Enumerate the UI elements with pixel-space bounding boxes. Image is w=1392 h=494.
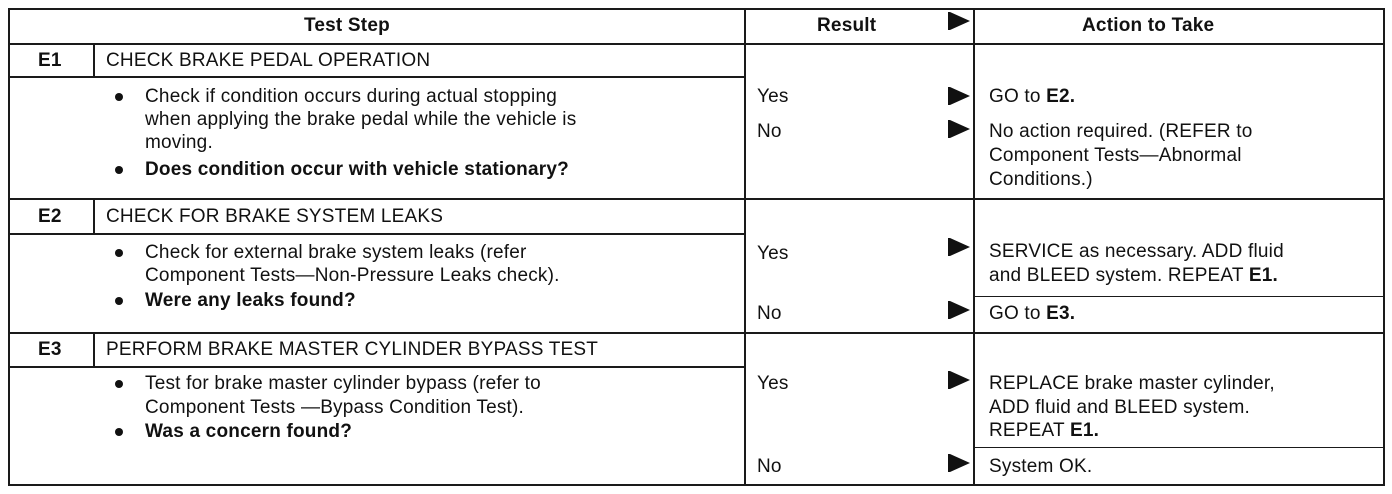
- step-separator: [8, 198, 1385, 200]
- result-arrow-icon: [950, 238, 970, 256]
- step-instruction-line: Check for external brake system leaks (refer: [145, 242, 527, 263]
- result-arrow-icon: [950, 301, 970, 319]
- frame-header-bottom: [8, 43, 1385, 45]
- action-row-line: [974, 447, 1384, 448]
- step-separator: [8, 332, 1385, 334]
- result-no: No: [757, 303, 782, 324]
- col-divider-result: [744, 8, 746, 486]
- bullet-icon: [115, 93, 123, 101]
- action-text: Component Tests—Abnormal: [989, 145, 1242, 166]
- header-action: Action to Take: [1082, 15, 1215, 36]
- step-title: CHECK BRAKE PEDAL OPERATION: [106, 50, 431, 71]
- frame-bottom: [8, 484, 1385, 486]
- step-instruction-line: Component Tests —Bypass Condition Test).: [145, 397, 525, 418]
- bullet-icon: [115, 249, 123, 257]
- title-row-line: [8, 76, 745, 78]
- step-id: E1: [38, 50, 62, 71]
- result-arrow-icon: [950, 371, 970, 389]
- result-arrow-icon: [950, 454, 970, 472]
- action-text: SERVICE as necessary. ADD fluid: [989, 241, 1284, 262]
- header-arrow-icon: [950, 12, 970, 30]
- frame-left: [8, 8, 10, 486]
- result-yes: Yes: [757, 86, 789, 107]
- result-arrow-icon: [950, 120, 970, 138]
- step-title: PERFORM BRAKE MASTER CYLINDER BYPASS TEST: [106, 339, 599, 360]
- step-title: CHECK FOR BRAKE SYSTEM LEAKS: [106, 206, 444, 227]
- action-text: REPLACE brake master cylinder,: [989, 373, 1275, 394]
- bullet-icon: [115, 166, 123, 174]
- bullet-icon: [115, 297, 123, 305]
- id-divider: [93, 199, 95, 234]
- action-text: GO to E2.: [989, 86, 1076, 107]
- title-row-line: [8, 366, 745, 368]
- action-text: System OK.: [989, 456, 1093, 477]
- step-instruction-line: Test for brake master cylinder bypass (refer to: [145, 373, 541, 394]
- action-text: No action required. (REFER to: [989, 121, 1253, 142]
- action-text: ADD fluid and BLEED system.: [989, 397, 1250, 418]
- title-row-line: [8, 233, 745, 235]
- step-question: Does condition occur with vehicle stationary?: [145, 159, 569, 180]
- step-question: Was a concern found?: [145, 421, 353, 442]
- step-instruction-line: Component Tests—Non-Pressure Leaks check).: [145, 265, 560, 286]
- step-instruction-line: Check if condition occurs during actual stopping: [145, 86, 557, 107]
- action-text: GO to E3.: [989, 303, 1076, 324]
- result-no: No: [757, 121, 782, 142]
- step-question: Were any leaks found?: [145, 290, 356, 311]
- result-yes: Yes: [757, 243, 789, 264]
- step-instruction-line: when applying the brake pedal while the vehicle is: [145, 109, 577, 130]
- result-no: No: [757, 456, 782, 477]
- frame-top: [8, 8, 1385, 10]
- bullet-icon: [115, 428, 123, 436]
- id-divider: [93, 44, 95, 77]
- result-arrow-icon: [950, 87, 970, 105]
- action-text: and BLEED system. REPEAT E1.: [989, 265, 1278, 286]
- frame-right: [1383, 8, 1385, 486]
- header-result: Result: [817, 15, 877, 36]
- bullet-icon: [115, 380, 123, 388]
- action-row-line: [974, 296, 1384, 297]
- step-id: E3: [38, 339, 62, 360]
- action-text: REPEAT E1.: [989, 420, 1100, 441]
- header-test-step: Test Step: [304, 15, 390, 36]
- id-divider: [93, 333, 95, 367]
- col-divider-action: [973, 8, 975, 486]
- step-instruction-line: moving.: [145, 132, 213, 153]
- step-id: E2: [38, 206, 62, 227]
- result-yes: Yes: [757, 373, 789, 394]
- action-text: Conditions.): [989, 169, 1093, 190]
